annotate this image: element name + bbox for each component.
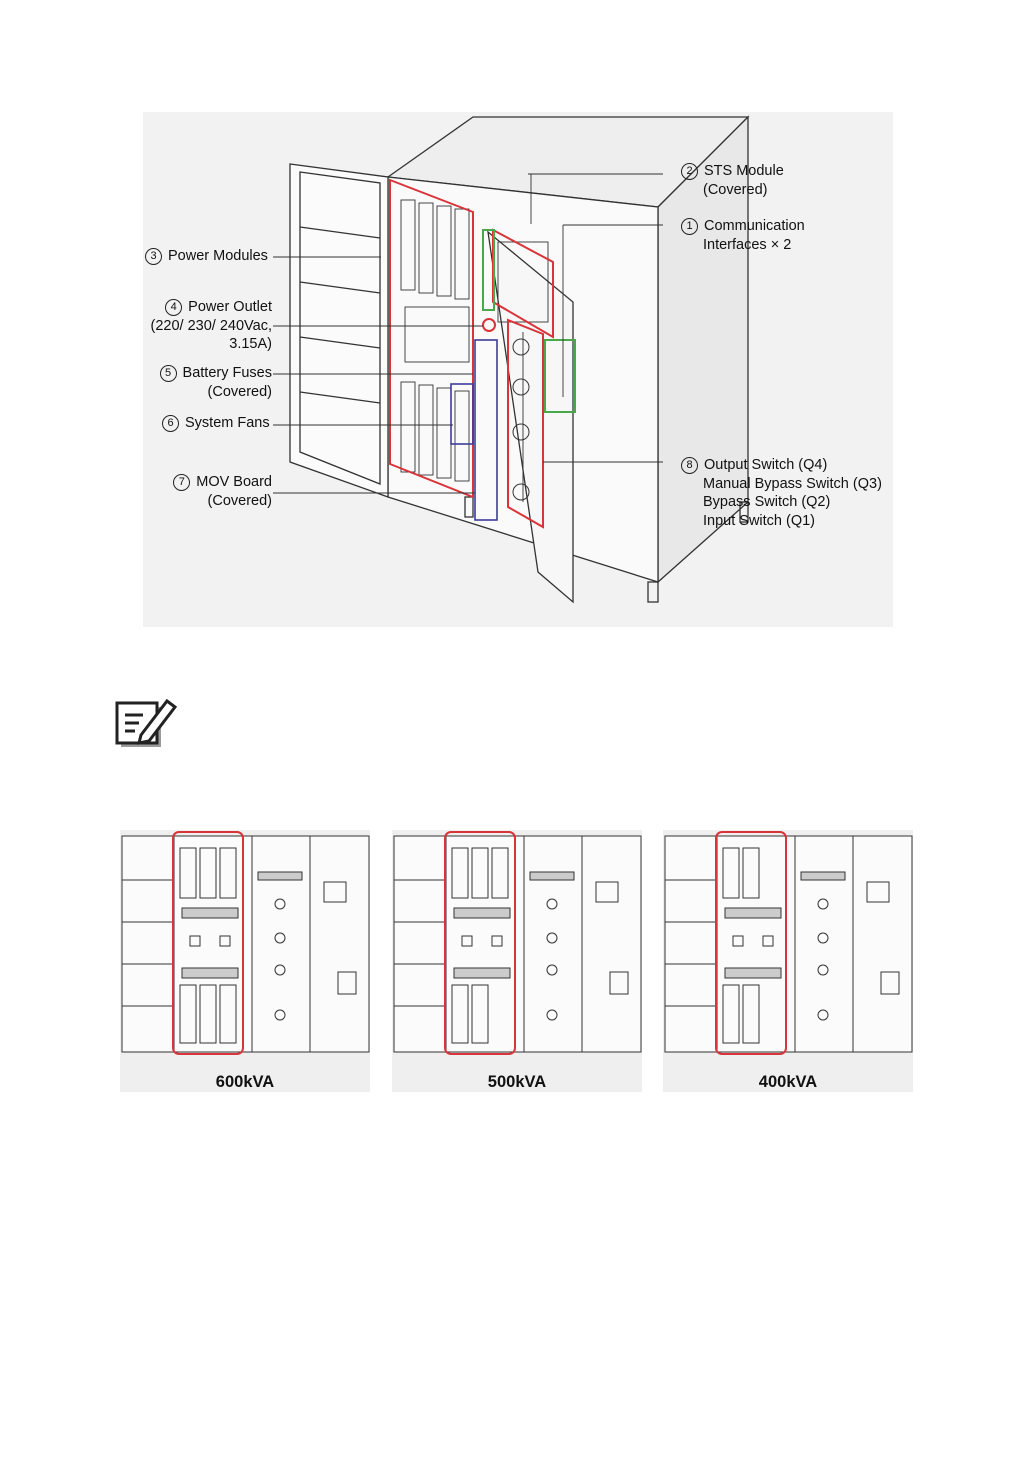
callout-number: 7 <box>173 474 190 491</box>
callout-text: (Covered) <box>207 492 272 509</box>
callout-power-modules <box>145 247 268 266</box>
callout-text: Interfaces × 2 <box>703 236 792 253</box>
callout-text: Input Switch (Q1) <box>703 512 816 529</box>
callout-number: 5 <box>160 365 177 382</box>
callout-text: System Fans <box>185 415 270 431</box>
callout-text: Manual Bypass Switch (Q3) <box>703 475 882 492</box>
callout-system-fans <box>162 414 270 433</box>
callout-number: 8 <box>681 457 698 474</box>
callout-battery-fuses <box>130 364 272 401</box>
caption-500kva: 500kVA <box>487 1073 547 1091</box>
callout-text: Power Modules <box>168 248 268 264</box>
callout-text: (Covered) <box>207 383 272 400</box>
cabinet-front-600kva <box>120 830 370 1092</box>
callout-text: Battery Fuses <box>182 365 272 381</box>
cabinet-front-500kva <box>392 830 642 1092</box>
callout-number: 6 <box>162 415 179 432</box>
callout-number: 4 <box>165 299 182 316</box>
callout-text: 3.15A) <box>229 336 272 352</box>
cabinet-front-400kva <box>663 830 913 1092</box>
callout-text: STS Module <box>704 163 784 179</box>
callout-text: (Covered) <box>703 181 768 198</box>
note-pencil-icon <box>113 697 177 749</box>
callout-text: Bypass Switch (Q2) <box>703 494 831 510</box>
callout-communication-interfaces <box>681 217 805 254</box>
callout-text: (220/ 230/ 240Vac, <box>150 317 272 334</box>
callout-text: MOV Board <box>196 474 272 490</box>
callout-number: 1 <box>681 218 698 235</box>
callout-mov-board <box>130 473 272 510</box>
callout-number: 3 <box>145 248 162 265</box>
caption-400kva: 400kVA <box>758 1073 818 1091</box>
callout-switches <box>681 456 882 530</box>
callout-text: Communication <box>704 218 805 234</box>
caption-600kva: 600kVA <box>215 1073 275 1091</box>
callout-power-outlet <box>130 298 272 354</box>
callout-number: 2 <box>681 163 698 180</box>
callout-text: Power Outlet <box>188 299 272 315</box>
callout-text: Output Switch (Q4) <box>704 457 828 473</box>
callout-sts-module <box>681 162 784 199</box>
